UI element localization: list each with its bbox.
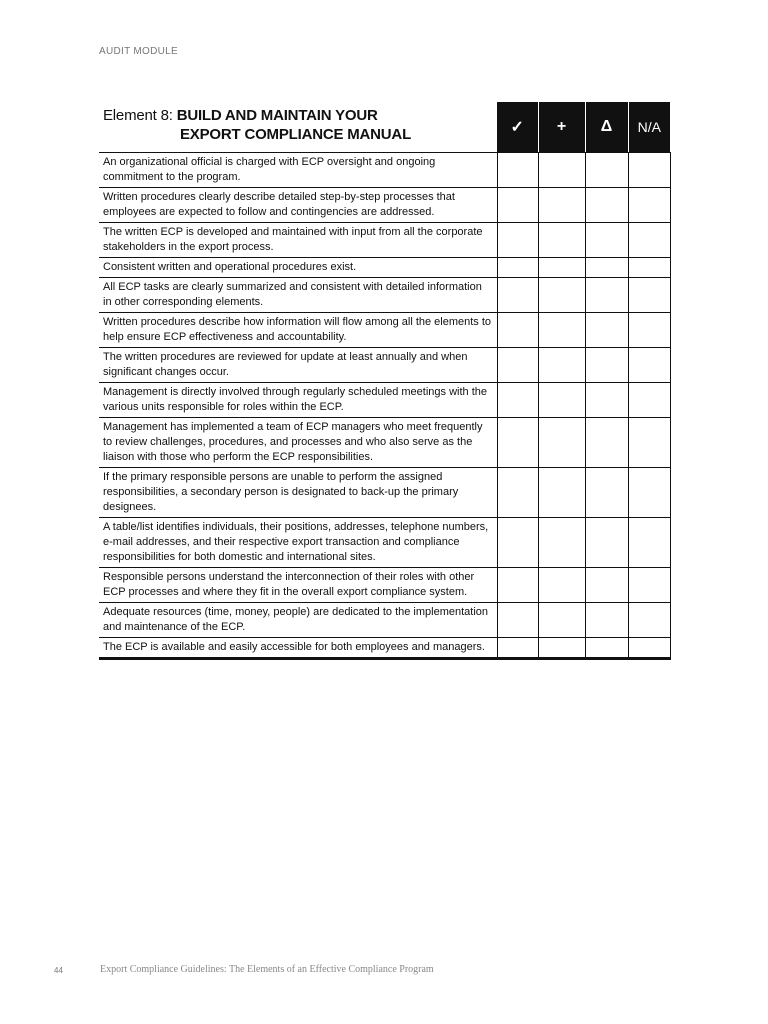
- na-checkbox-cell[interactable]: [628, 188, 670, 223]
- checklist-item-text: Management is directly involved through regularly scheduled meetings with the various units responsible for roles within the ECP.: [99, 383, 497, 418]
- check-checkbox-cell[interactable]: [497, 278, 538, 313]
- column-plus-icon: +: [538, 102, 585, 153]
- na-checkbox-cell[interactable]: [628, 518, 670, 568]
- checklist-item-text: The ECP is available and easily accessible for both employees and managers.: [99, 638, 497, 659]
- checklist-item-text: Written procedures clearly describe detailed step-by-step processes that employees are expected to follow and contingencies are addressed.: [99, 188, 497, 223]
- delta-checkbox-cell[interactable]: [585, 383, 628, 418]
- delta-checkbox-cell[interactable]: [585, 223, 628, 258]
- table-row: [99, 568, 670, 603]
- footer-document-title: Export Compliance Guidelines: The Elements of an Effective Compliance Program: [100, 964, 434, 975]
- plus-checkbox-cell[interactable]: [538, 188, 585, 223]
- table-row: [99, 188, 670, 223]
- element-title: [99, 102, 497, 153]
- check-checkbox-cell[interactable]: [497, 383, 538, 418]
- check-checkbox-cell[interactable]: [497, 223, 538, 258]
- na-checkbox-cell[interactable]: [628, 223, 670, 258]
- plus-checkbox-cell[interactable]: [538, 638, 585, 659]
- plus-checkbox-cell[interactable]: [538, 518, 585, 568]
- table-row: [99, 468, 670, 518]
- na-checkbox-cell[interactable]: [628, 278, 670, 313]
- check-checkbox-cell[interactable]: [497, 348, 538, 383]
- table-row: [99, 603, 670, 638]
- table-row: [99, 153, 670, 188]
- table-row: [99, 313, 670, 348]
- delta-checkbox-cell[interactable]: [585, 568, 628, 603]
- element-title-line2: EXPORT COMPLIANCE MANUAL: [180, 126, 412, 143]
- checklist-item-text: Adequate resources (time, money, people) are dedicated to the implementation and maintenance of the ECP.: [99, 603, 497, 638]
- delta-checkbox-cell[interactable]: [585, 188, 628, 223]
- plus-checkbox-cell[interactable]: [538, 153, 585, 188]
- table-row: [99, 258, 670, 278]
- column-na-header: N/A: [628, 102, 670, 153]
- na-checkbox-cell[interactable]: [628, 258, 670, 278]
- page-number: 44: [54, 966, 63, 975]
- plus-checkbox-cell[interactable]: [538, 258, 585, 278]
- checklist-item-text: The written ECP is developed and maintained with input from all the corporate stakeholders in the export process.: [99, 223, 497, 258]
- na-checkbox-cell[interactable]: [628, 603, 670, 638]
- running-head: AUDIT MODULE: [99, 46, 178, 57]
- na-checkbox-cell[interactable]: [628, 568, 670, 603]
- checklist-item-text: Consistent written and operational procedures exist.: [99, 258, 497, 278]
- delta-checkbox-cell[interactable]: [585, 638, 628, 659]
- audit-checklist-table: [99, 102, 671, 660]
- plus-checkbox-cell[interactable]: [538, 468, 585, 518]
- check-checkbox-cell[interactable]: [497, 518, 538, 568]
- checklist-item-text: Responsible persons understand the interconnection of their roles with other ECP processes and where they fit in the overall export compliance system.: [99, 568, 497, 603]
- table-row: [99, 348, 670, 383]
- na-checkbox-cell[interactable]: [628, 153, 670, 188]
- checklist-item-text: If the primary responsible persons are unable to perform the assigned responsibilities, a secondary person is designated to back-up the primary designees.: [99, 468, 497, 518]
- checklist-item-text: The written procedures are reviewed for update at least annually and when significant changes occur.: [99, 348, 497, 383]
- delta-checkbox-cell[interactable]: [585, 603, 628, 638]
- plus-checkbox-cell[interactable]: [538, 313, 585, 348]
- delta-checkbox-cell[interactable]: [585, 153, 628, 188]
- plus-checkbox-cell[interactable]: [538, 383, 585, 418]
- checklist-item-text: All ECP tasks are clearly summarized and consistent with detailed information in other corresponding elements.: [99, 278, 497, 313]
- delta-checkbox-cell[interactable]: [585, 418, 628, 468]
- delta-checkbox-cell[interactable]: [585, 348, 628, 383]
- na-checkbox-cell[interactable]: [628, 313, 670, 348]
- na-checkbox-cell[interactable]: [628, 383, 670, 418]
- plus-checkbox-cell[interactable]: [538, 223, 585, 258]
- check-checkbox-cell[interactable]: [497, 603, 538, 638]
- check-checkbox-cell[interactable]: [497, 418, 538, 468]
- check-checkbox-cell[interactable]: [497, 313, 538, 348]
- table-row: [99, 223, 670, 258]
- table-row: [99, 518, 670, 568]
- checklist-item-text: A table/list identifies individuals, their positions, addresses, telephone numbers, e-mail addresses, and their respective export transaction and compliance responsibilities for both domestic and international sites.: [99, 518, 497, 568]
- checklist-item-text: Management has implemented a team of ECP managers who meet frequently to review challenges, procedures, and processes and who also serve as the liaison with those who perform the ECP responsibilities.: [99, 418, 497, 468]
- plus-checkbox-cell[interactable]: [538, 348, 585, 383]
- column-delta-icon: Δ: [585, 102, 628, 153]
- table-row: [99, 418, 670, 468]
- plus-checkbox-cell[interactable]: [538, 278, 585, 313]
- table-row: [99, 383, 670, 418]
- element-title-line1: BUILD AND MAINTAIN YOUR: [176, 107, 378, 124]
- delta-checkbox-cell[interactable]: [585, 468, 628, 518]
- element-number: Element 8:: [103, 107, 173, 124]
- check-checkbox-cell[interactable]: [497, 258, 538, 278]
- delta-checkbox-cell[interactable]: [585, 278, 628, 313]
- plus-checkbox-cell[interactable]: [538, 603, 585, 638]
- na-checkbox-cell[interactable]: [628, 348, 670, 383]
- table-row: [99, 638, 670, 659]
- delta-checkbox-cell[interactable]: [585, 258, 628, 278]
- table-row: [99, 278, 670, 313]
- check-checkbox-cell[interactable]: [497, 153, 538, 188]
- column-check-icon: ✓: [497, 102, 538, 153]
- delta-checkbox-cell[interactable]: [585, 518, 628, 568]
- delta-checkbox-cell[interactable]: [585, 313, 628, 348]
- na-checkbox-cell[interactable]: [628, 418, 670, 468]
- table-header-row: [99, 102, 670, 153]
- plus-checkbox-cell[interactable]: [538, 418, 585, 468]
- na-checkbox-cell[interactable]: [628, 638, 670, 659]
- check-checkbox-cell[interactable]: [497, 468, 538, 518]
- checklist-item-text: Written procedures describe how information will flow among all the elements to help ensure ECP effectiveness and accountability.: [99, 313, 497, 348]
- na-checkbox-cell[interactable]: [628, 468, 670, 518]
- check-checkbox-cell[interactable]: [497, 188, 538, 223]
- checklist-item-text: An organizational official is charged with ECP oversight and ongoing commitment to the program.: [99, 153, 497, 188]
- check-checkbox-cell[interactable]: [497, 568, 538, 603]
- check-checkbox-cell[interactable]: [497, 638, 538, 659]
- plus-checkbox-cell[interactable]: [538, 568, 585, 603]
- checklist-body: [99, 153, 670, 659]
